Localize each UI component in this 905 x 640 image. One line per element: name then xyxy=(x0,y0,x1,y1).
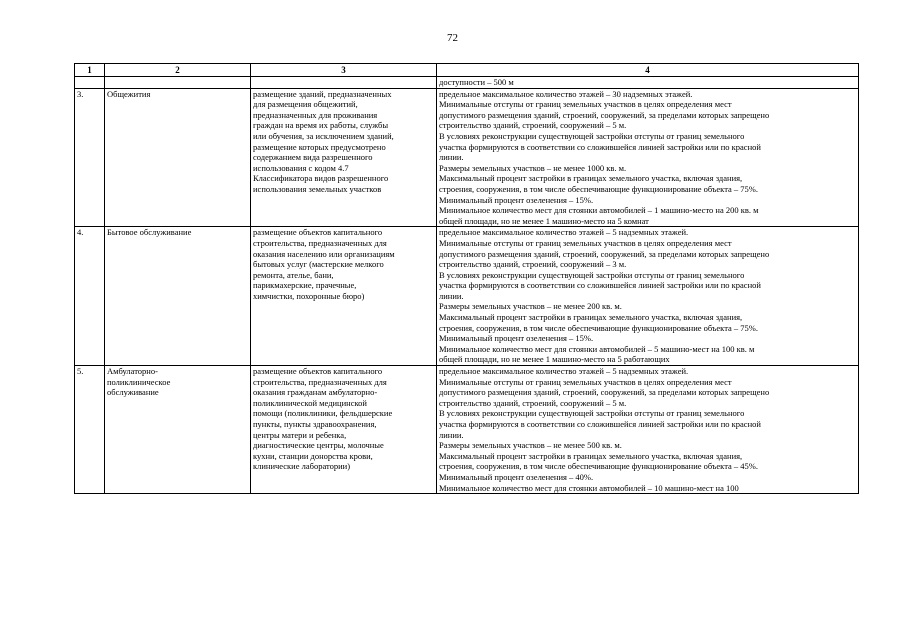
parameters-cell-line: предельное максимальное количество этажей – 30 надземных этажей. xyxy=(439,88,693,99)
use-description-cell-line: клинические лаборатории) xyxy=(253,461,351,472)
row-number: 3. xyxy=(77,88,84,99)
parameters-cell-line: Минимальные отступы от границ земельных участков в целях определения мест xyxy=(439,237,732,248)
use-name-cell xyxy=(105,366,251,494)
parameters-cell-line: строительство зданий, строений, сооружений – 3 м. xyxy=(439,259,627,270)
number-cell xyxy=(75,88,105,227)
parameters-cell-line: линии. xyxy=(439,290,464,301)
use-description-cell-line: бытовых услуг (мастерские мелкого xyxy=(253,259,384,270)
table-row xyxy=(75,227,859,366)
column-header-2: 2 xyxy=(105,64,251,77)
use-name-cell-line: Общежития xyxy=(107,88,151,99)
parameters-cell-line: Размеры земельных участков – не менее 1000 кв. м. xyxy=(439,162,627,173)
row-number: 5. xyxy=(77,366,84,377)
use-description-cell-line: ремонта, ателье, бани, xyxy=(253,269,334,280)
use-description-cell-line: кухни, станции донорства крови, xyxy=(253,450,373,461)
use-description-cell-line: размещение которых предусмотрено xyxy=(253,141,386,152)
parameters-cell-line: Максимальный процент застройки в границах земельного участка, включая здания, xyxy=(439,312,743,323)
parameters-cell-line: строения, сооружения, в том числе обеспечивающие функционирование объекта – 75%. xyxy=(439,322,758,333)
use-name-cell xyxy=(105,227,251,366)
column-header-4: 4 xyxy=(437,64,859,77)
use-description-cell-line: для размещения общежитий, xyxy=(253,99,358,110)
use-name-cell-line: обслуживание xyxy=(107,387,159,398)
table-row xyxy=(75,366,859,494)
table-header-row xyxy=(75,64,859,77)
parameters-cell-line: строения, сооружения, в том числе обеспечивающие функционирование объекта – 75%. xyxy=(439,183,758,194)
use-description-cell-line: диагностические центры, молочные xyxy=(253,440,384,451)
parameters-cell-line: строительство зданий, строений, сооружений – 5 м. xyxy=(439,120,627,131)
parameters-cell-line: Минимальные отступы от границ земельных участков в целях определения мест xyxy=(439,376,732,387)
continuation-text: доступности – 500 м xyxy=(439,77,514,87)
use-description-cell-line: строительства, предназначенных для xyxy=(253,237,387,248)
parameters-cell-line: строительство зданий, строений, сооружений – 5 м. xyxy=(439,397,627,408)
regulations-table xyxy=(74,63,859,494)
parameters-cell-line: участка формируются в соответствии со сложившейся линией застройки или по красной xyxy=(439,280,761,291)
parameters-cell-line: Максимальный процент застройки в границах земельного участка, включая здания, xyxy=(439,450,743,461)
use-description-cell-line: использования с кодом 4.7 xyxy=(253,162,349,173)
use-description-cell xyxy=(251,227,437,366)
row-number: 4. xyxy=(77,227,84,238)
use-description-cell-line: граждан на время их работы, службы xyxy=(253,120,389,131)
use-name-cell-line: Амбулаторно- xyxy=(107,366,158,377)
continuation-cell-3 xyxy=(251,77,437,89)
parameters-cell-line: предельное максимальное количество этажей – 5 надземных этажей. xyxy=(439,366,689,377)
continuation-cell-2 xyxy=(105,77,251,89)
parameters-cell-line: строения, сооружения, в том числе обеспечивающие функционирование объекта – 45%. xyxy=(439,461,758,472)
parameters-cell-line: общей площади, но не менее 1 машино-место на 5 работающих xyxy=(439,354,670,365)
use-description-cell xyxy=(251,366,437,494)
parameters-cell-line: допустимого размещения зданий, строений, сооружений, за пределами которых запрещено xyxy=(439,109,770,120)
use-description-cell xyxy=(251,88,437,227)
use-description-cell-line: строительства, предназначенных для xyxy=(253,376,387,387)
use-description-cell-line: или обучения, за исключением зданий, xyxy=(253,130,394,141)
parameters-cell xyxy=(437,366,859,494)
parameters-cell-line: В условиях реконструкции существующей застройки отступы от границ земельного xyxy=(439,408,745,419)
use-description-cell-line: размещение объектов капитального xyxy=(253,366,383,377)
parameters-cell-line: Размеры земельных участков – не менее 500 кв. м. xyxy=(439,440,622,451)
use-description-cell-line: Классификатора видов разрешенного xyxy=(253,173,389,184)
use-description-cell-line: содержанием вида разрешенного xyxy=(253,152,373,163)
parameters-cell xyxy=(437,88,859,227)
parameters-cell-line: В условиях реконструкции существующей застройки отступы от границ земельного xyxy=(439,130,745,141)
parameters-cell-line: линии. xyxy=(439,152,464,163)
parameters-cell-line: участка формируются в соответствии со сложившейся линией застройки или по красной xyxy=(439,141,761,152)
parameters-cell-line: участка формируются в соответствии со сложившейся линией застройки или по красной xyxy=(439,419,761,429)
use-description-cell-line: химчистки, похоронные бюро) xyxy=(253,290,365,301)
continuation-cell-4 xyxy=(437,77,859,89)
parameters-cell-line: Минимальный процент озеленения – 15%. xyxy=(439,333,594,344)
parameters-cell-line: общей площади, но не менее 1 машино-место на 5 комнат xyxy=(439,215,649,226)
parameters-cell-line: предельное максимальное количество этажей – 5 надземных этажей. xyxy=(439,227,689,238)
use-description-cell-line: центры матери и ребенка, xyxy=(253,429,347,440)
parameters-cell-line: Минимальное количество мест для стоянки автомобилей – 1 машино-место на 200 кв. м xyxy=(439,205,759,216)
column-header-1: 1 xyxy=(75,64,105,77)
use-description-cell-line: парикмахерские, прачечные, xyxy=(253,280,357,291)
parameters-cell-line: Размеры земельных участков – не менее 200 кв. м. xyxy=(439,301,622,312)
parameters-cell-line: Минимальное количество мест для стоянки автомобилей – 10 машино-мест на 100 xyxy=(439,482,739,493)
use-name-cell-line: Бытовое обслуживание xyxy=(107,227,192,238)
column-header-3: 3 xyxy=(251,64,437,77)
use-name-cell-line: поликлиническое xyxy=(107,376,171,387)
use-description-cell-line: размещение зданий, предназначенных xyxy=(253,88,392,99)
parameters-cell xyxy=(437,227,859,366)
parameters-cell-line: допустимого размещения зданий, строений, сооружений, за пределами которых запрещено xyxy=(439,387,770,398)
parameters-cell-line: допустимого размещения зданий, строений, сооружений, за пределами которых запрещено xyxy=(439,248,770,259)
parameters-cell-line: В условиях реконструкции существующей застройки отступы от границ земельного xyxy=(439,269,745,280)
use-description-cell-line: размещение объектов капитального xyxy=(253,227,383,238)
number-cell xyxy=(75,366,105,494)
page-number: 72 xyxy=(447,32,458,44)
parameters-cell-line: линии. xyxy=(439,429,464,440)
continuation-row xyxy=(75,77,859,89)
use-name-cell xyxy=(105,88,251,227)
use-description-cell-line: помощи (поликлиники, фельдшерские xyxy=(253,408,393,419)
continuation-cell-1 xyxy=(75,77,105,89)
use-description-cell-line: поликлинической медицинской xyxy=(253,397,367,408)
parameters-cell-line: Минимальные отступы от границ земельных участков в целях определения мест xyxy=(439,99,732,110)
number-cell xyxy=(75,227,105,366)
parameters-cell-line: Минимальный процент озеленения – 40%. xyxy=(439,471,594,482)
table-row xyxy=(75,88,859,227)
use-description-cell-line: пункты, пункты здравоохранения, xyxy=(253,419,377,429)
use-description-cell-line: предназначенных для проживания xyxy=(253,109,378,120)
parameters-cell-line: Минимальное количество мест для стоянки автомобилей – 5 машино-мест на 100 кв. м xyxy=(439,343,755,354)
use-description-cell-line: оказания населению или организациям xyxy=(253,248,395,259)
use-description-cell-line: оказания гражданам амбулаторно- xyxy=(253,387,378,398)
parameters-cell-line: Минимальный процент озеленения – 15%. xyxy=(439,194,594,205)
parameters-cell-line: Максимальный процент застройки в границах земельного участка, включая здания, xyxy=(439,173,743,184)
use-description-cell-line: использования земельных участков xyxy=(253,183,382,194)
